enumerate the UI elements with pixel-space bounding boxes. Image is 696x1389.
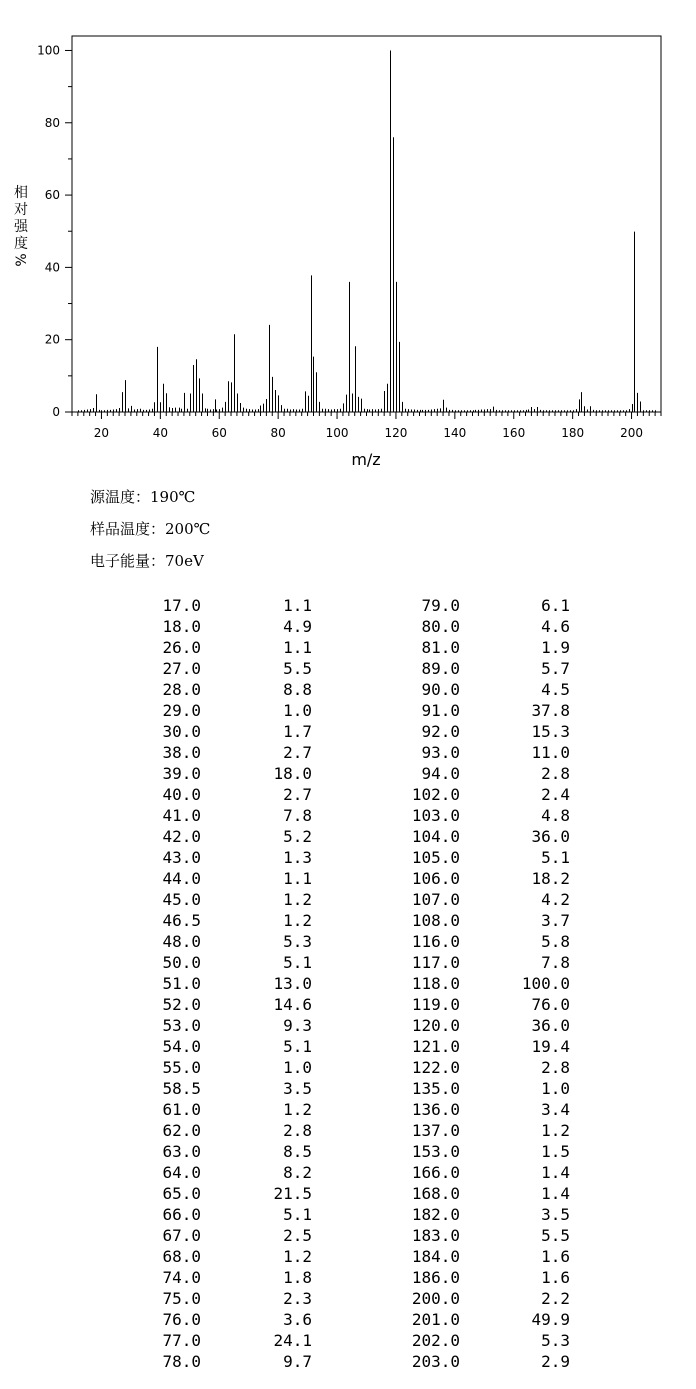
y-axis-title-char: 相: [14, 185, 28, 201]
peak-table-row: [0, 1268, 696, 1289]
peak-intensity-cell: 1.2: [283, 911, 312, 930]
peak-mz-cell: 136.0: [411, 1100, 460, 1119]
x-tick-label: 160: [502, 426, 526, 440]
peak-mz-cell: 64.0: [162, 1163, 201, 1182]
peak-intensity-cell: 3.7: [541, 911, 570, 930]
peak-mz-cell: 50.0: [162, 953, 201, 972]
peak-mz-cell: 116.0: [411, 932, 460, 951]
peak-intensity-cell: 2.7: [283, 743, 312, 762]
peak-mz-cell: 153.0: [411, 1142, 460, 1161]
peak-intensity-cell: 1.6: [541, 1268, 570, 1287]
x-tick-label: 120: [384, 426, 408, 440]
x-tick-label: 40: [152, 426, 168, 440]
peak-intensity-cell: 2.8: [541, 1058, 570, 1077]
peak-table-row: [0, 701, 696, 722]
peak-mz-cell: 78.0: [162, 1352, 201, 1371]
peak-mz-cell: 184.0: [411, 1247, 460, 1266]
peak-table-row: [0, 953, 696, 974]
peak-mz-cell: 202.0: [411, 1331, 460, 1350]
peak-intensity-cell: 36.0: [531, 1016, 570, 1035]
peak-mz-cell: 104.0: [411, 827, 460, 846]
peak-intensity-cell: 1.9: [541, 638, 570, 657]
peak-mz-cell: 105.0: [411, 848, 460, 867]
peak-intensity-cell: 1.2: [283, 1100, 312, 1119]
peak-mz-cell: 48.0: [162, 932, 201, 951]
peak-intensity-cell: 1.6: [541, 1247, 570, 1266]
peak-intensity-cell: 5.8: [541, 932, 570, 951]
peak-intensity-cell: 76.0: [531, 995, 570, 1014]
peak-intensity-cell: 21.5: [273, 1184, 312, 1203]
peak-mz-cell: 39.0: [162, 764, 201, 783]
peak-intensity-cell: 19.4: [531, 1037, 570, 1056]
peak-mz-cell: 51.0: [162, 974, 201, 993]
peak-mz-cell: 42.0: [162, 827, 201, 846]
peak-intensity-cell: 11.0: [531, 743, 570, 762]
peak-intensity-cell: 5.2: [283, 827, 312, 846]
peak-mz-cell: 106.0: [411, 869, 460, 888]
y-tick-label: 40: [44, 260, 60, 275]
peak-intensity-cell: 4.9: [283, 617, 312, 636]
peak-table-row: [0, 659, 696, 680]
peak-intensity-cell: 1.4: [541, 1163, 570, 1182]
peak-intensity-cell: 8.5: [283, 1142, 312, 1161]
peak-table-row: [0, 1163, 696, 1184]
electron-energy: 电子能量：70eV: [90, 552, 204, 570]
peak-table-row: [0, 617, 696, 638]
peak-mz-cell: 118.0: [411, 974, 460, 993]
peak-intensity-cell: 1.2: [283, 1247, 312, 1266]
peak-mz-cell: 29.0: [162, 701, 201, 720]
peak-intensity-cell: 13.0: [273, 974, 312, 993]
peak-table-row: [0, 1289, 696, 1310]
plot-frame: [72, 36, 661, 412]
peak-mz-cell: 68.0: [162, 1247, 201, 1266]
peak-mz-cell: 120.0: [411, 1016, 460, 1035]
peak-mz-cell: 54.0: [162, 1037, 201, 1056]
peak-mz-cell: 119.0: [411, 995, 460, 1014]
peak-intensity-cell: 2.8: [541, 764, 570, 783]
peak-intensity-cell: 2.7: [283, 785, 312, 804]
y-tick-label: 100: [37, 43, 60, 58]
peak-table-row: [0, 1226, 696, 1247]
peak-mz-cell: 40.0: [162, 785, 201, 804]
peak-table-row: [0, 1100, 696, 1121]
y-axis-title-char: 强: [14, 219, 28, 235]
peak-intensity-cell: 2.4: [541, 785, 570, 804]
peak-intensity-cell: 5.5: [283, 659, 312, 678]
peak-table-row: [0, 932, 696, 953]
peak-intensity-cell: 2.9: [541, 1352, 570, 1371]
peak-table-row: [0, 890, 696, 911]
peak-mz-cell: 183.0: [411, 1226, 460, 1245]
peak-table-row: [0, 869, 696, 890]
peak-table-row: [0, 1142, 696, 1163]
peak-mz-cell: 137.0: [411, 1121, 460, 1140]
peak-intensity-cell: 1.1: [283, 638, 312, 657]
peak-mz-cell: 62.0: [162, 1121, 201, 1140]
peak-table-row: [0, 1058, 696, 1079]
peak-mz-cell: 55.0: [162, 1058, 201, 1077]
y-axis-title-char: %: [14, 253, 30, 267]
peak-intensity-cell: 3.4: [541, 1100, 570, 1119]
peak-intensity-cell: 24.1: [273, 1331, 312, 1350]
peak-mz-cell: 45.0: [162, 890, 201, 909]
x-tick-label: 60: [211, 426, 227, 440]
peak-intensity-cell: 49.9: [531, 1310, 570, 1329]
peak-mz-cell: 186.0: [411, 1268, 460, 1287]
peak-intensity-cell: 4.5: [541, 680, 570, 699]
peak-mz-cell: 203.0: [411, 1352, 460, 1371]
peak-intensity-cell: 4.8: [541, 806, 570, 825]
peak-mz-cell: 122.0: [411, 1058, 460, 1077]
peak-intensity-cell: 5.7: [541, 659, 570, 678]
peak-intensity-cell: 1.8: [283, 1268, 312, 1287]
peak-mz-cell: 46.5: [162, 911, 201, 930]
peak-table-row: [0, 1016, 696, 1037]
x-tick-label: 180: [561, 426, 585, 440]
peak-intensity-cell: 1.0: [283, 701, 312, 720]
peak-mz-cell: 28.0: [162, 680, 201, 699]
peak-table-row: [0, 638, 696, 659]
peak-table-row: [0, 596, 696, 617]
peak-intensity-cell: 8.8: [283, 680, 312, 699]
peak-mz-cell: 201.0: [411, 1310, 460, 1329]
peak-mz-cell: 75.0: [162, 1289, 201, 1308]
peak-intensity-cell: 2.8: [283, 1121, 312, 1140]
peak-mz-cell: 108.0: [411, 911, 460, 930]
peak-mz-cell: 53.0: [162, 1016, 201, 1035]
peak-mz-cell: 76.0: [162, 1310, 201, 1329]
peak-intensity-cell: 37.8: [531, 701, 570, 720]
peak-intensity-cell: 1.1: [283, 869, 312, 888]
peak-mz-cell: 168.0: [411, 1184, 460, 1203]
peak-intensity-cell: 18.0: [273, 764, 312, 783]
peak-table: [0, 596, 696, 1373]
peak-table-row: [0, 1310, 696, 1331]
peak-mz-cell: 93.0: [421, 743, 460, 762]
peak-table-row: [0, 911, 696, 932]
peak-intensity-cell: 4.6: [541, 617, 570, 636]
peak-table-row: [0, 722, 696, 743]
peak-mz-cell: 121.0: [411, 1037, 460, 1056]
peak-mz-cell: 43.0: [162, 848, 201, 867]
peak-mz-cell: 89.0: [421, 659, 460, 678]
peak-intensity-cell: 1.2: [541, 1121, 570, 1140]
peak-mz-cell: 107.0: [411, 890, 460, 909]
peak-mz-cell: 117.0: [411, 953, 460, 972]
peak-intensity-cell: 100.0: [521, 974, 570, 993]
peak-mz-cell: 79.0: [421, 596, 460, 615]
peak-table-row: [0, 1121, 696, 1142]
peak-mz-cell: 17.0: [162, 596, 201, 615]
peak-intensity-cell: 6.1: [541, 596, 570, 615]
peak-mz-cell: 166.0: [411, 1163, 460, 1182]
x-tick-label: 20: [93, 426, 110, 440]
peak-intensity-cell: 9.3: [283, 1016, 312, 1035]
peak-intensity-cell: 2.3: [283, 1289, 312, 1308]
peak-mz-cell: 61.0: [162, 1100, 201, 1119]
peak-mz-cell: 26.0: [162, 638, 201, 657]
peak-mz-cell: 102.0: [411, 785, 460, 804]
peak-intensity-cell: 5.1: [283, 1037, 312, 1056]
y-tick-label: 20: [44, 332, 60, 347]
peak-intensity-cell: 3.5: [541, 1205, 570, 1224]
peak-intensity-cell: 8.2: [283, 1163, 312, 1182]
peak-table-row: [0, 764, 696, 785]
peak-table-row: [0, 974, 696, 995]
peak-mz-cell: 80.0: [421, 617, 460, 636]
peak-intensity-cell: 1.4: [541, 1184, 570, 1203]
peak-mz-cell: 103.0: [411, 806, 460, 825]
peak-intensity-cell: 7.8: [541, 953, 570, 972]
y-axis-title: [14, 184, 30, 267]
peak-intensity-cell: 36.0: [531, 827, 570, 846]
peak-intensity-cell: 5.1: [283, 1205, 312, 1224]
peak-intensity-cell: 4.2: [541, 890, 570, 909]
peak-table-row: [0, 827, 696, 848]
x-tick-label: 200: [620, 426, 644, 440]
peak-intensity-cell: 5.5: [541, 1226, 570, 1245]
x-tick-label: 80: [270, 426, 286, 440]
peak-mz-cell: 38.0: [162, 743, 201, 762]
peak-table-row: [0, 806, 696, 827]
peak-mz-cell: 27.0: [162, 659, 201, 678]
x-tick-label: 100: [325, 426, 349, 440]
peak-mz-cell: 18.0: [162, 617, 201, 636]
peak-mz-cell: 65.0: [162, 1184, 201, 1203]
peak-intensity-cell: 1.7: [283, 722, 312, 741]
y-axis-title-char: 对: [14, 202, 28, 218]
peak-mz-cell: 182.0: [411, 1205, 460, 1224]
peak-intensity-cell: 2.5: [283, 1226, 312, 1245]
peak-table-row: [0, 1184, 696, 1205]
peak-mz-cell: 44.0: [162, 869, 201, 888]
peak-intensity-cell: 5.1: [541, 848, 570, 867]
peak-mz-cell: 92.0: [421, 722, 460, 741]
peak-intensity-cell: 1.5: [541, 1142, 570, 1161]
y-axis-title-char: 度: [14, 236, 28, 252]
peak-intensity-cell: 1.3: [283, 848, 312, 867]
peak-mz-cell: 66.0: [162, 1205, 201, 1224]
peak-intensity-cell: 3.6: [283, 1310, 312, 1329]
peak-table-row: [0, 848, 696, 869]
peak-mz-cell: 91.0: [421, 701, 460, 720]
peak-table-row: [0, 1247, 696, 1268]
peak-intensity-cell: 3.5: [283, 1079, 312, 1098]
peak-mz-cell: 135.0: [411, 1079, 460, 1098]
peak-mz-cell: 77.0: [162, 1331, 201, 1350]
y-tick-label: 80: [44, 115, 60, 130]
mass-spectrum-chart: [0, 0, 696, 480]
peak-mz-cell: 41.0: [162, 806, 201, 825]
peak-table-row: [0, 785, 696, 806]
peak-mz-cell: 94.0: [421, 764, 460, 783]
peak-mz-cell: 58.5: [162, 1079, 201, 1098]
peak-table-row: [0, 995, 696, 1016]
peak-intensity-cell: 14.6: [273, 995, 312, 1014]
peak-mz-cell: 74.0: [162, 1268, 201, 1287]
peak-intensity-cell: 7.8: [283, 806, 312, 825]
peak-mz-cell: 63.0: [162, 1142, 201, 1161]
peak-intensity-cell: 18.2: [531, 869, 570, 888]
peak-table-row: [0, 1037, 696, 1058]
peak-intensity-cell: 1.1: [283, 596, 312, 615]
sample-temperature: 样品温度：200℃: [90, 520, 211, 538]
peak-intensity-cell: 5.3: [541, 1331, 570, 1350]
peak-mz-cell: 81.0: [421, 638, 460, 657]
peak-mz-cell: 52.0: [162, 995, 201, 1014]
peak-table-row: [0, 1079, 696, 1100]
peak-table-row: [0, 1331, 696, 1352]
peak-intensity-cell: 1.0: [283, 1058, 312, 1077]
peak-intensity-cell: 9.7: [283, 1352, 312, 1371]
x-tick-label: 140: [443, 426, 467, 440]
source-temperature: 源温度：190℃: [90, 488, 196, 506]
peak-mz-cell: 90.0: [421, 680, 460, 699]
peak-table-row: [0, 743, 696, 764]
peak-mz-cell: 200.0: [411, 1289, 460, 1308]
peak-intensity-cell: 5.1: [283, 953, 312, 972]
peak-intensity-cell: 1.2: [283, 890, 312, 909]
peak-mz-cell: 30.0: [162, 722, 201, 741]
y-tick-label: 0: [52, 405, 60, 419]
peak-intensity-cell: 1.0: [541, 1079, 570, 1098]
peak-intensity-cell: 5.3: [283, 932, 312, 951]
peak-table-row: [0, 680, 696, 701]
peak-table-row: [0, 1352, 696, 1373]
x-axis-title: m/z: [351, 450, 381, 469]
peak-mz-cell: 67.0: [162, 1226, 201, 1245]
peak-table-row: [0, 1205, 696, 1226]
y-tick-label: 60: [44, 188, 60, 203]
peak-intensity-cell: 15.3: [531, 722, 570, 741]
peak-intensity-cell: 2.2: [541, 1289, 570, 1308]
